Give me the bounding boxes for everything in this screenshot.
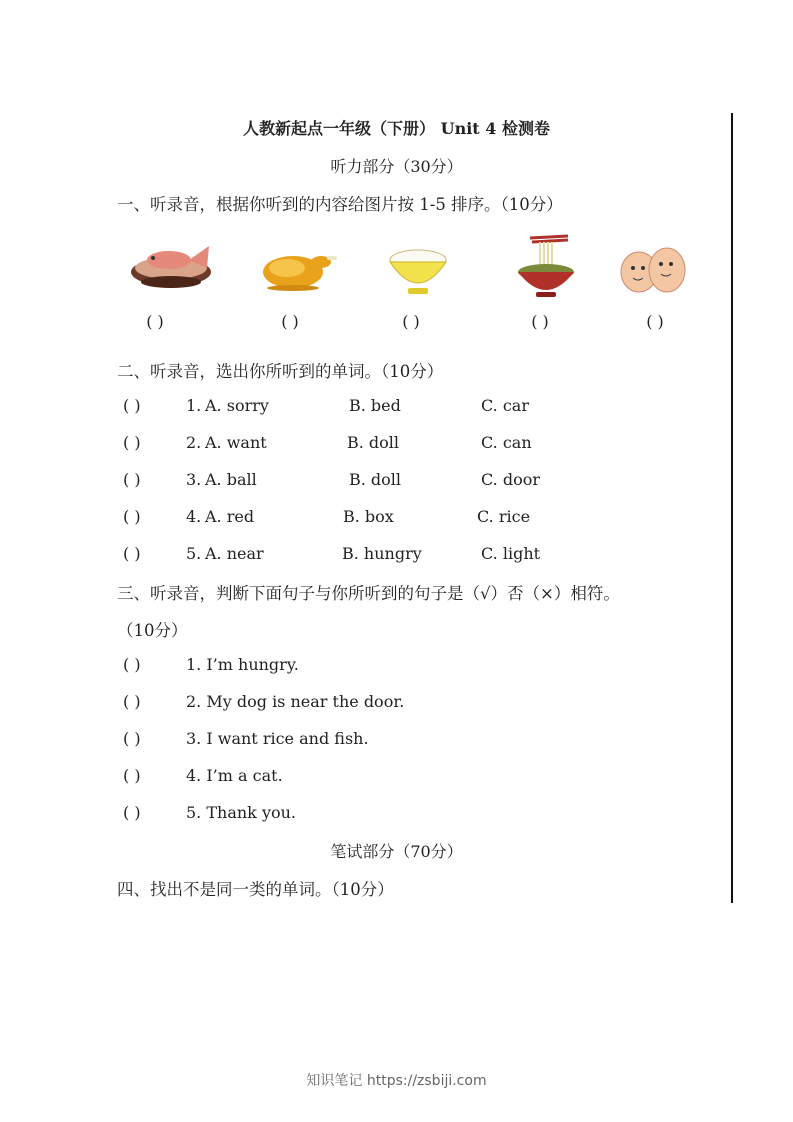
- option-b: B. hungry: [342, 544, 422, 563]
- roast-chicken-icon: [257, 232, 347, 302]
- question-number: 2.: [186, 433, 202, 452]
- option-c: C. rice: [477, 507, 531, 526]
- section3-heading: 三、听录音，判断下面句子与你所听到的句子是（√）否（×）相符。: [117, 584, 620, 603]
- option-b: B. bed: [349, 396, 401, 415]
- question-number: 3.: [186, 470, 202, 489]
- option-a: A. near: [205, 544, 264, 563]
- picture-4-blank[interactable]: ( ): [531, 312, 549, 331]
- option-c: C. light: [481, 544, 541, 563]
- picture-2-blank[interactable]: ( ): [281, 312, 299, 331]
- sentence-text: 3. I want rice and fish.: [186, 729, 369, 748]
- sentence-text: 5. Thank you.: [186, 803, 297, 822]
- question-number: 1.: [186, 396, 202, 415]
- picture-3-blank[interactable]: ( ): [402, 312, 420, 331]
- option-c: C. can: [481, 433, 532, 452]
- answer-blank[interactable]: ( ): [123, 692, 141, 711]
- answer-blank[interactable]: ( ): [123, 729, 141, 748]
- section3-heading-score: （10分）: [117, 621, 188, 640]
- option-c: C. door: [481, 470, 540, 489]
- rice-bowl-icon: [382, 232, 472, 302]
- answer-blank[interactable]: ( ): [123, 433, 141, 452]
- section4-heading: 四、找出不是同一类的单词。（10分）: [117, 880, 394, 899]
- option-b: B. box: [343, 507, 394, 526]
- answer-blank[interactable]: ( ): [123, 396, 141, 415]
- option-c: C. car: [481, 396, 529, 415]
- footer-watermark: 知识笔记 https://zsbiji.com: [306, 1073, 487, 1089]
- answer-blank[interactable]: ( ): [123, 470, 141, 489]
- sentence-text: 4. I’m a cat.: [186, 766, 283, 785]
- question-number: 4.: [186, 507, 202, 526]
- answer-blank[interactable]: ( ): [123, 544, 141, 563]
- option-a: A. sorry: [205, 396, 269, 415]
- picture-5-blank[interactable]: ( ): [646, 312, 664, 331]
- question-number: 5.: [186, 544, 202, 563]
- page-border-line: [731, 113, 733, 903]
- section2-heading: 二、听录音，选出你所听到的单词。（10分）: [117, 362, 444, 381]
- egg-faces-icon: [617, 232, 707, 302]
- answer-blank[interactable]: ( ): [123, 766, 141, 785]
- option-a: A. want: [205, 433, 267, 452]
- section1-heading: 一、听录音，根据你听到的内容给图片按 1-5 排序。（10分）: [117, 195, 563, 214]
- answer-blank[interactable]: ( ): [123, 655, 141, 674]
- option-b: B. doll: [349, 470, 402, 489]
- answer-blank[interactable]: ( ): [123, 507, 141, 526]
- picture-1-blank[interactable]: ( ): [146, 312, 164, 331]
- answer-blank[interactable]: ( ): [123, 803, 141, 822]
- option-a: A. ball: [205, 470, 257, 489]
- sentence-text: 2. My dog is near the door.: [186, 692, 405, 711]
- listening-section-header: 听力部分（30分）: [330, 157, 463, 176]
- option-b: B. doll: [347, 433, 400, 452]
- noodle-bowl-icon: [510, 232, 600, 302]
- fish-dish-icon: [129, 232, 219, 302]
- picture-row: [117, 232, 717, 342]
- page-title: 人教新起点一年级（下册） Unit 4 检测卷: [243, 119, 550, 138]
- writing-section-header: 笔试部分（70分）: [330, 842, 463, 861]
- sentence-text: 1. I’m hungry.: [186, 655, 299, 674]
- option-a: A. red: [205, 507, 255, 526]
